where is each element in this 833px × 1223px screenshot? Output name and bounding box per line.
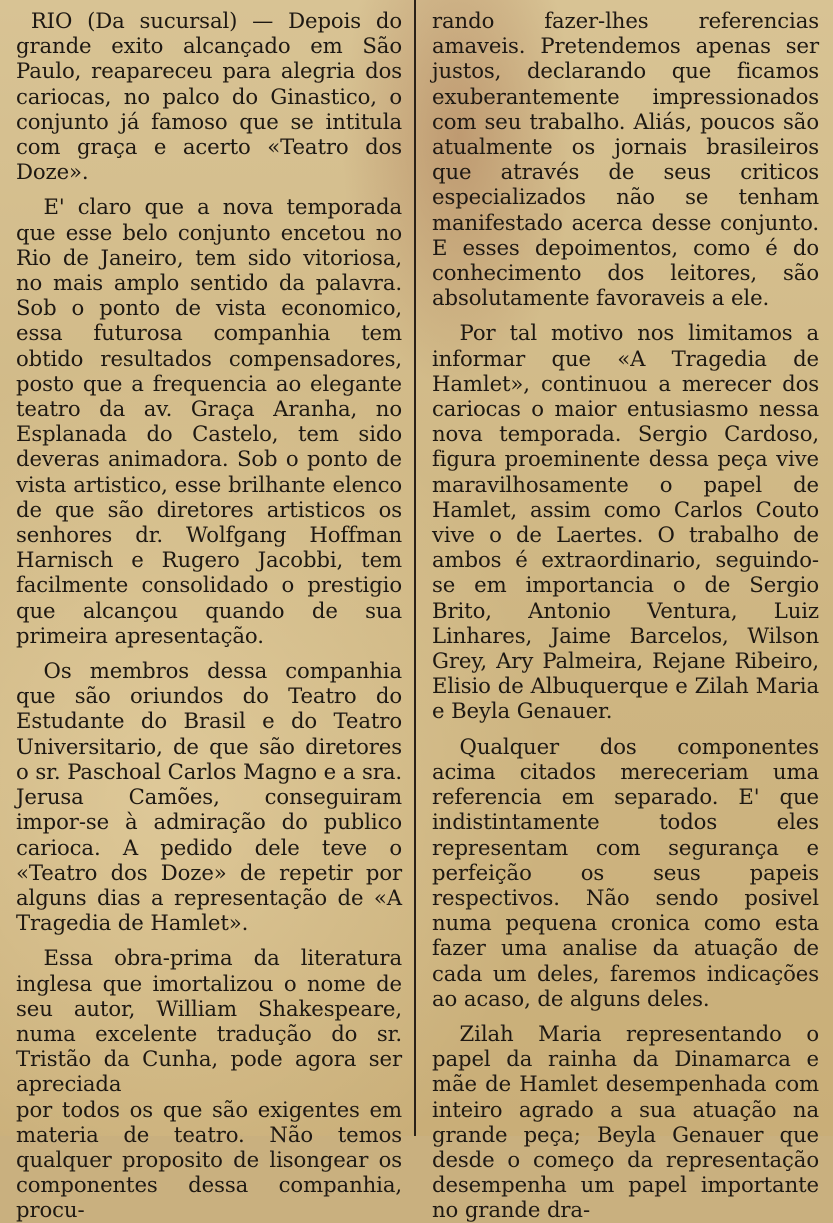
left-column (0, 8, 412, 1223)
paragraph-masterpiece: Essa obra-prima da literatura inglesa que imortalizou o nome de seu autor, William Shakespeare, numa excelente tradução do sr. Tristão da Cunha, pode agora ser apreciada (16, 945, 402, 1097)
paragraph-components: Qualquer dos componentes acima citados mereceriam uma referencia em separado. E' que indistintamente todos eles representam com segurança e perfeição os seus papeis respectivos. Não sendo posivel numa pequena cronica como esta fazer uma analise da atuação de cada um deles, faremos indicações ao acaso, de alguns deles. (432, 733, 819, 1011)
column-divider (414, 0, 416, 1136)
paragraph-zilah: Zilah Maria representando o papel da rainha da Dinamarca e mãe de Hamlet desempenhada com inteiro agrado a sua atuação na grande peça; Beyla Genauer que desde o começo da representação desempenha um papel importante no grande dra- (432, 1020, 819, 1223)
paragraph-intro: RIO (Da sucursal) — Depois do grande exito alcançado em São Paulo, reapareceu para alegria dos cariocas, no palco do Ginastico, o conjunto já famoso que se intitula com graça e acerto «Teatro dos Doze». (16, 8, 402, 185)
paragraph-cast: Por tal motivo nos limitamos a informar que «A Tragedia de Hamlet», continuou a merecer dos cariocas o maior entusiasmo nessa nova temporada. Sergio Cardoso, figura proeminente dessa peça vive maravilhosamente o papel de Hamlet, assim como Carlos Couto vive o de Laertes. O trabalho de ambos é extraordinario, seguindo-se em importancia o de Sergio Brito, Antonio Ventura, Luiz Linhares, Jaime Barcelos, Wilson Grey, Ary Palmeira, Rejane Ribeiro, Elisio de Albuquerque e Zilah Maria e Beyla Genauer. (432, 320, 819, 724)
right-column (418, 8, 833, 1223)
paragraph-masterpiece-cont: por todos os que são exigentes em materia de teatro. Não temos qualquer proposito de lisongear os componentes dessa companhia, procu- (16, 1096, 402, 1223)
paragraph-members: Os membros dessa companhia que são oriundos do Teatro do Estudante do Brasil e do Teatro Universitario, de que são diretores o sr. Paschoal Carlos Magno e a sra. Jerusa Camões, conseguiram impor-se à admiração do publico carioca. A pedido dele teve o «Teatro dos Doze» de repetir por alguns dias a representação de «A Tragedia de Hamlet». (16, 658, 402, 936)
paragraph-season: E' claro que a nova temporada que esse belo conjunto encetou no Rio de Janeiro, tem sido vitoriosa, no mais amplo sentido da palavra. Sob o ponto de vista economico, essa futurosa companhia tem obtido resultados compensadores, posto que a frequencia ao elegante teatro da av. Graça Aranha, no Esplanada do Castelo, tem sido deveras animadora. Sob o ponto de vista artistico, esse brilhante elenco de que são diretores artisticos os senhores dr. Wolfgang Hoffman Harnisch e Rugero Jacobbi, tem facilmente consolidado o prestigio que alcançou quando de sua primeira apresentação. (16, 194, 402, 648)
paragraph-critics: rando fazer-lhes referencias amaveis. Pretendemos apenas ser justos, declarando que ficamos exuberantemente impressionados com seu trabalho. Aliás, poucos são atualmente os jornais brasileiros que através de seus criticos especializados não se tenham manifestado acerca desse conjunto. E esses depoimentos, como é do conhecimento dos leitores, são absolutamente favoraveis a ele. (432, 8, 819, 311)
